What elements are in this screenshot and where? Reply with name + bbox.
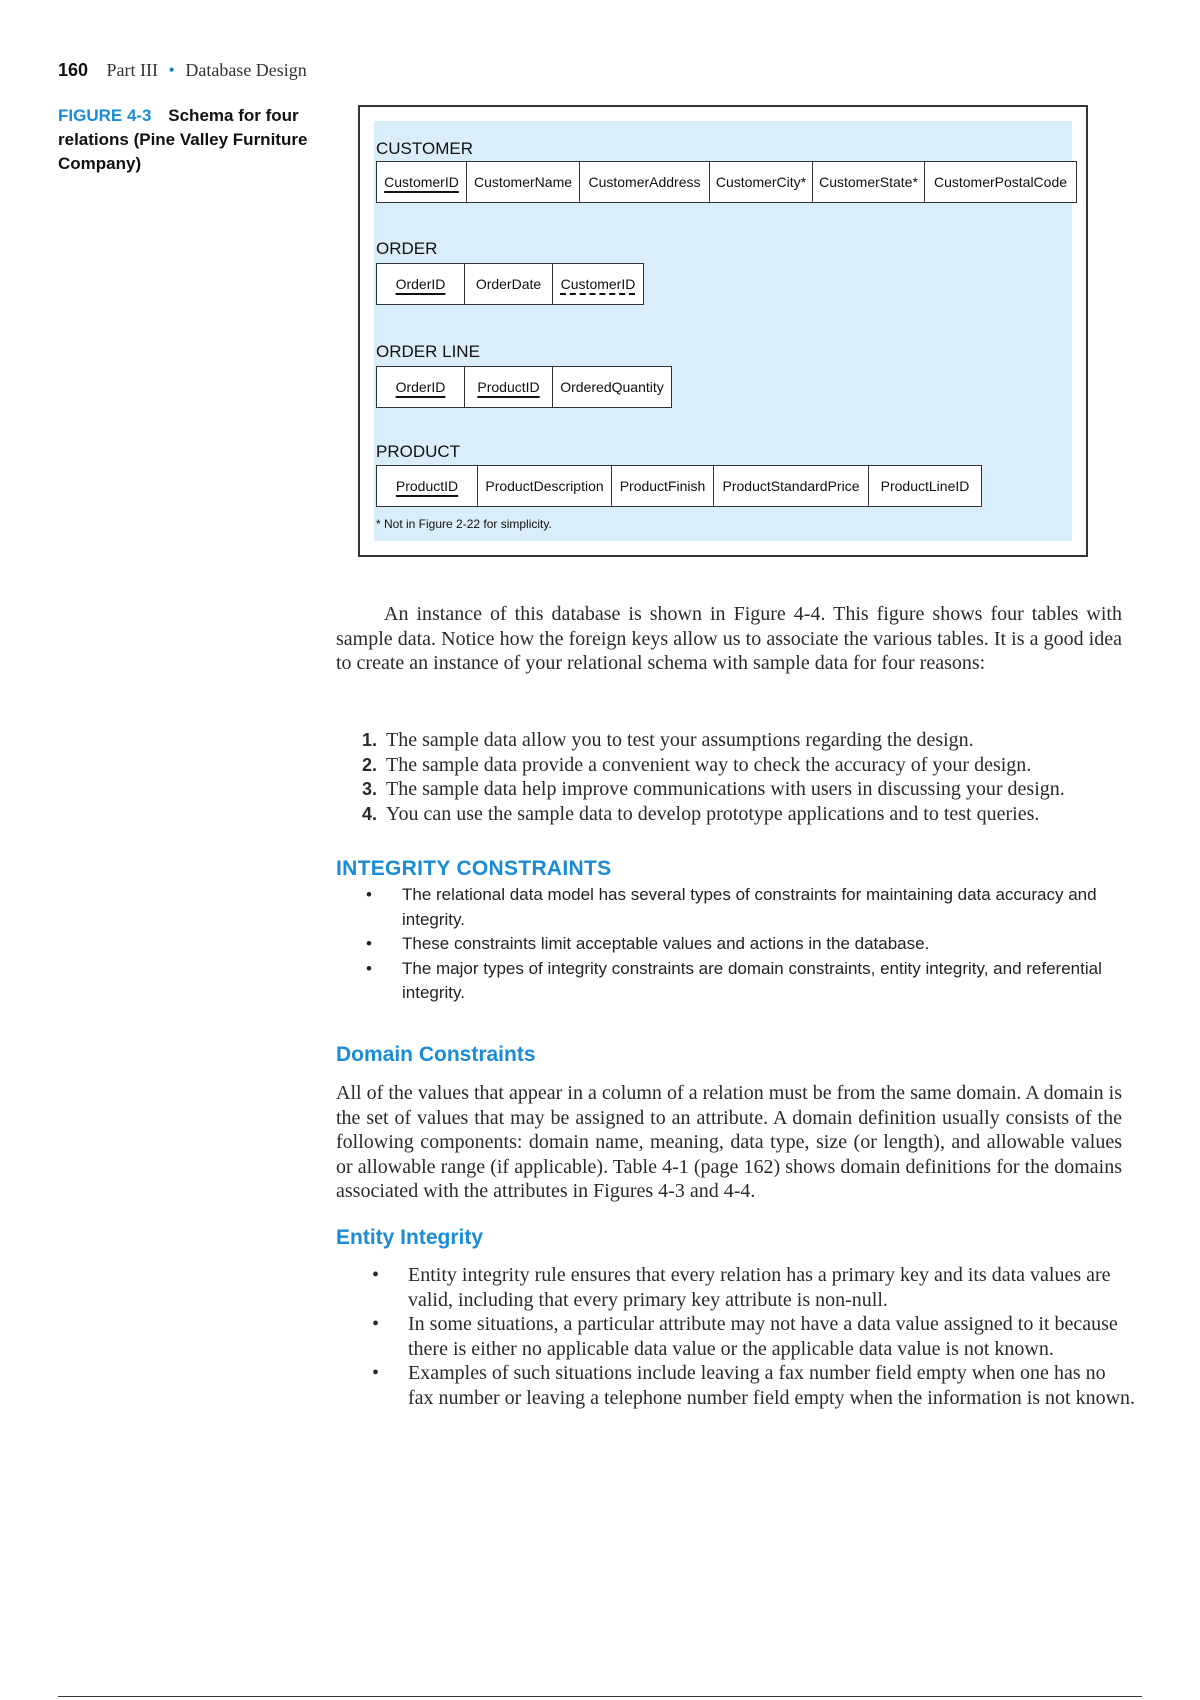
relation-name-order-line: ORDER LINE (376, 342, 480, 361)
relation-table-product (376, 465, 982, 507)
list-item: • The major types of integrity constraints are domain constraints, entity integrity, and referential integrity. (336, 957, 1126, 1006)
entity-bullets (336, 1263, 1136, 1410)
column-label: ProductFinish (619, 478, 706, 494)
list-number: 4. (362, 803, 378, 824)
relation-column (467, 162, 580, 202)
list-item (336, 753, 1126, 778)
figure-title: Schema for four relations (Pine Valley Furniture Company) (58, 106, 308, 173)
column-label: CustomerID (384, 174, 459, 190)
list-item (336, 802, 1126, 827)
list-text: You can use the sample data to develop prototype applications and to test queries. (386, 802, 1040, 825)
relation-column (710, 162, 813, 202)
column-label: CustomerID (560, 276, 636, 292)
integrity-bullets (336, 883, 1126, 1006)
column-label: ProductID (395, 478, 459, 494)
column-label: CustomerCity* (715, 174, 807, 190)
column-label: ProductStandardPrice (722, 478, 860, 494)
relation-table-customer (376, 161, 1077, 203)
column-label: CustomerState* (819, 174, 918, 190)
relation-table-order-line (376, 366, 672, 408)
relation-column (813, 162, 925, 202)
relation-table-order (376, 263, 644, 305)
reasons-list (336, 728, 1126, 826)
heading-integrity-constraints: INTEGRITY CONSTRAINTS (336, 857, 612, 880)
relation-column (377, 264, 465, 304)
column-label: OrderDate (475, 276, 542, 292)
figure-footnote: * Not in Figure 2-22 for simplicity. (376, 517, 552, 531)
relation-column (553, 264, 643, 304)
column-label: ProductDescription (485, 478, 604, 494)
relation-column (377, 367, 465, 407)
section-label: Database Design (185, 60, 307, 80)
relation-name-order: ORDER (376, 239, 438, 258)
relation-column (465, 264, 553, 304)
column-label: CustomerName (473, 174, 573, 190)
relation-column (580, 162, 710, 202)
column-label: ProductLineID (880, 478, 970, 494)
domain-paragraph: All of the values that appear in a column of a relation must be from the same domain. A domain is the set of values that may be assigned to an attribute. A domain definition usually consists of the following components: domain name, meaning, data type, size (or length), and allowable values or allowable range (if applicable). Table 4-1 (page 162) shows domain definitions for the domains associated with the attributes in Figures 4-3 and 4-4. (336, 1082, 1122, 1202)
relation-column (925, 162, 1076, 202)
relation-name-product: PRODUCT (376, 442, 461, 461)
list-item: • The relational data model has several types of constraints for maintaining data accuracy and integrity. (336, 883, 1126, 932)
heading-entity-integrity: Entity Integrity (336, 1226, 484, 1249)
heading-domain-constraints: Domain Constraints (336, 1043, 536, 1066)
column-label: OrderID (395, 379, 446, 395)
relation-column (612, 466, 714, 506)
list-item (336, 728, 1126, 753)
header-separator: • (168, 60, 175, 80)
figure-caption (58, 104, 308, 176)
list-number: 3. (362, 779, 378, 799)
list-text: The sample data allow you to test your assumptions regarding the design. (386, 729, 974, 751)
relation-column (465, 367, 553, 407)
column-label: CustomerPostalCode (933, 174, 1068, 190)
schema-background (374, 121, 1072, 541)
relation-column (377, 466, 478, 506)
figure-label: FIGURE 4-3 (58, 106, 152, 125)
relation-column (869, 466, 981, 506)
schema-figure (358, 105, 1088, 557)
list-item (336, 777, 1126, 802)
relation-column (553, 367, 671, 407)
running-header (58, 60, 307, 81)
column-label: OrderID (395, 276, 446, 292)
relation-column (377, 162, 467, 202)
list-number: 2. (362, 754, 378, 775)
page-number: 160 (58, 60, 89, 80)
part-label: Part III (106, 60, 159, 80)
list-text: The sample data help improve communications with users in discussing your design. (386, 778, 1065, 800)
relation-column (714, 466, 869, 506)
list-item: • These constraints limit acceptable values and actions in the database. (336, 932, 1126, 957)
relation-name-customer: CUSTOMER (376, 139, 473, 158)
column-label: ProductID (477, 379, 540, 395)
column-label: OrderedQuantity (560, 379, 664, 395)
list-item: • Examples of such situations include leaving a fax number field empty when one has no fax number or leaving a telephone number field empty when the information is not known. (336, 1361, 1136, 1410)
list-item: • In some situations, a particular attribute may not have a data value assigned to it because there is either no applicable data value or the applicable data value is not known. (336, 1312, 1136, 1361)
column-label: CustomerAddress (588, 174, 701, 190)
list-number: 1. (362, 730, 378, 750)
bottom-rule (58, 1696, 1142, 1697)
relation-column (478, 466, 612, 506)
intro-paragraph: An instance of this database is shown in Figure 4-4. This figure shows four tables with sample data. Notice how the foreign keys allow us to associate the various tables. It is a good idea to create an instance of your relational schema with sample data for four reasons: (336, 603, 1122, 674)
list-text: The sample data provide a convenient way to check the accuracy of your design. (386, 753, 1032, 776)
list-item: • Entity integrity rule ensures that every relation has a primary key and its data values are valid, including that every primary key attribute is non-null. (336, 1263, 1136, 1312)
